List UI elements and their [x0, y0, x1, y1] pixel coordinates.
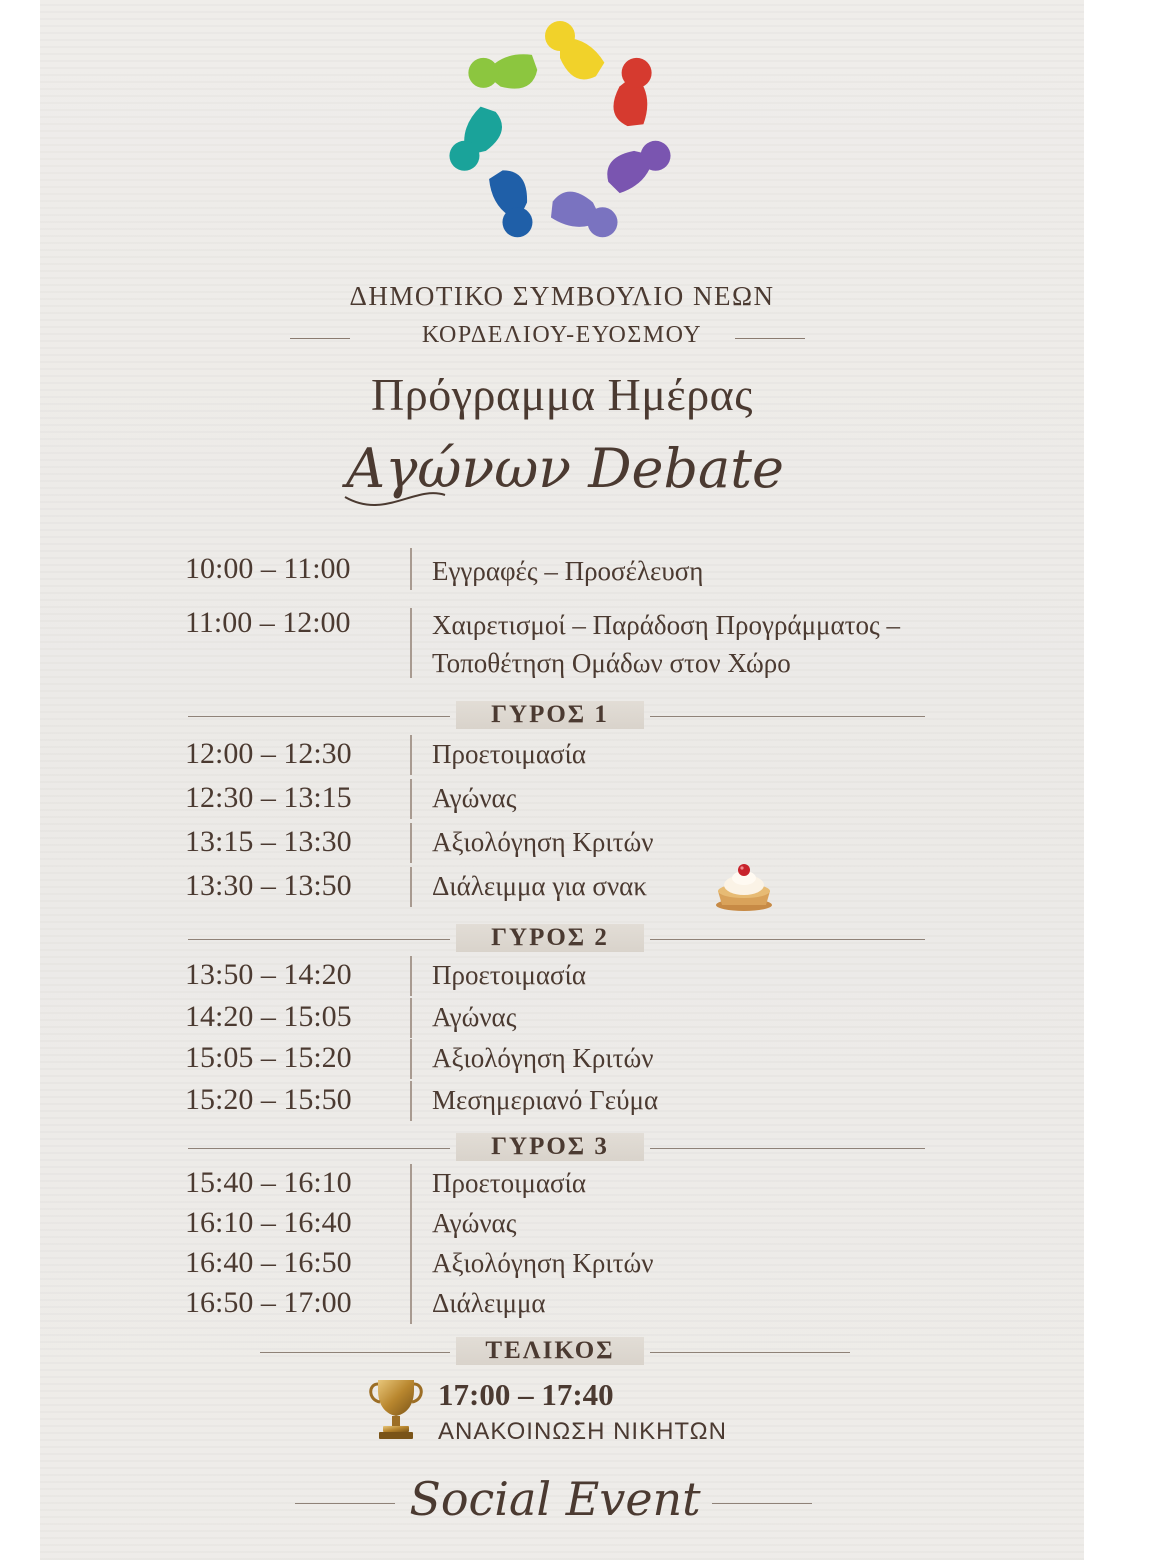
row-divider [410, 1284, 412, 1324]
row-divider [410, 735, 412, 775]
activity-label: Διάλειμμα για σνακ [432, 871, 647, 901]
row-divider [410, 779, 412, 819]
time-slot: 15:20 – 15:50 [185, 1083, 352, 1116]
round-2-label: ΓΥΡΟΣ 2 [456, 924, 644, 952]
time-slot: 16:40 – 16:50 [185, 1246, 352, 1279]
round-divider-right [650, 716, 925, 717]
trophy-icon [366, 1376, 426, 1442]
time-slot: 16:50 – 17:00 [185, 1286, 352, 1319]
closing-divider-right [712, 1503, 812, 1504]
row-divider [410, 998, 412, 1038]
activity-label: Μεσημεριανό Γεύμα [432, 1085, 659, 1115]
time-slot: 13:15 – 13:30 [185, 825, 352, 858]
activity-label: Προετοιμασία [432, 739, 587, 769]
round-3-label: ΓΥΡΟΣ 3 [456, 1133, 644, 1161]
subtitle-script [325, 425, 805, 530]
subtitle-text: Αγώνων Debate [346, 437, 784, 500]
time-slot: 14:20 – 15:05 [185, 1000, 352, 1033]
time-slot: 15:05 – 15:20 [185, 1041, 352, 1074]
poster [40, 0, 1084, 1560]
final-divider-left [260, 1352, 450, 1353]
time-slot: 12:30 – 13:15 [185, 781, 352, 814]
final-label: ΤΕΛΙΚΟΣ [456, 1337, 644, 1365]
figure-purple-head [641, 141, 671, 171]
row-divider [410, 1039, 412, 1079]
row-divider [410, 956, 412, 996]
figure-red-head [622, 58, 652, 88]
activity-label: Αξιολόγηση Κριτών [432, 1043, 654, 1073]
round-1-label: ΓΥΡΟΣ 1 [456, 701, 644, 729]
round-divider-left [188, 939, 450, 940]
activity-label: Διάλειμμα [432, 1288, 546, 1318]
time-slot: 13:50 – 14:20 [185, 958, 352, 991]
divider-right [735, 338, 805, 339]
activity-label: Αγώνας [432, 783, 517, 813]
closing-text: Social Event [409, 1472, 701, 1526]
row-divider [410, 608, 412, 678]
row-divider [410, 1244, 412, 1284]
time-slot: 12:00 – 12:30 [185, 737, 352, 770]
activity-label-continued: Τοποθέτηση Ομάδων στον Χώρο [432, 648, 791, 678]
closing-divider-left [295, 1503, 395, 1504]
round-divider-left [188, 716, 450, 717]
activity-label: Αξιολόγηση Κριτών [432, 827, 654, 857]
activity-label: Προετοιμασία [432, 1168, 587, 1198]
winners-announcement: ΑΝΑΚΟΙΝΩΣΗ ΝΙΚΗΤΩΝ [438, 1418, 727, 1445]
row-divider [410, 1204, 412, 1244]
row-divider [410, 1081, 412, 1121]
final-divider-right [650, 1352, 850, 1353]
activity-label: Προετοιμασία [432, 960, 587, 990]
figure-teal-head [449, 141, 479, 171]
row-divider [410, 867, 412, 907]
organization-name-line2: ΚΟΡΔΕΛΙΟΥ-ΕΥΟΣΜΟΥ [421, 322, 703, 348]
council-logo-icon [435, 12, 685, 257]
social-event-script [400, 1460, 710, 1545]
figure-violet-head [588, 207, 618, 237]
row-divider [410, 823, 412, 863]
figure-yellow-head [545, 21, 575, 51]
round-divider-right [650, 1148, 925, 1149]
activity-label: Αξιολόγηση Κριτών [432, 1248, 654, 1278]
figure-blue-head [502, 207, 532, 237]
time-slot: 11:00 – 12:00 [185, 606, 351, 639]
organization-name-line1: ΔΗΜΟΤΙΚΟ ΣΥΜΒΟΥΛΙΟ ΝΕΩΝ [349, 281, 775, 311]
row-divider [410, 1164, 412, 1204]
row-divider [410, 548, 412, 590]
round-divider-right [650, 939, 925, 940]
final-time-slot: 17:00 – 17:40 [438, 1377, 614, 1412]
round-divider-left [188, 1148, 450, 1149]
figure-green-head [468, 58, 498, 88]
time-slot: 13:30 – 13:50 [185, 869, 352, 902]
time-slot: 10:00 – 11:00 [185, 552, 351, 585]
activity-label: Εγγραφές – Προσέλευση [432, 556, 704, 586]
time-slot: 16:10 – 16:40 [185, 1206, 352, 1239]
activity-label: Αγώνας [432, 1002, 517, 1032]
activity-label: Χαιρετισμοί – Παράδοση Προγράμματος – [432, 610, 900, 640]
time-slot: 15:40 – 16:10 [185, 1166, 352, 1199]
snack-cake-icon [712, 861, 776, 913]
activity-label: Αγώνας [432, 1208, 517, 1238]
page-title: Πρόγραμμα Ημέρας [371, 369, 753, 420]
